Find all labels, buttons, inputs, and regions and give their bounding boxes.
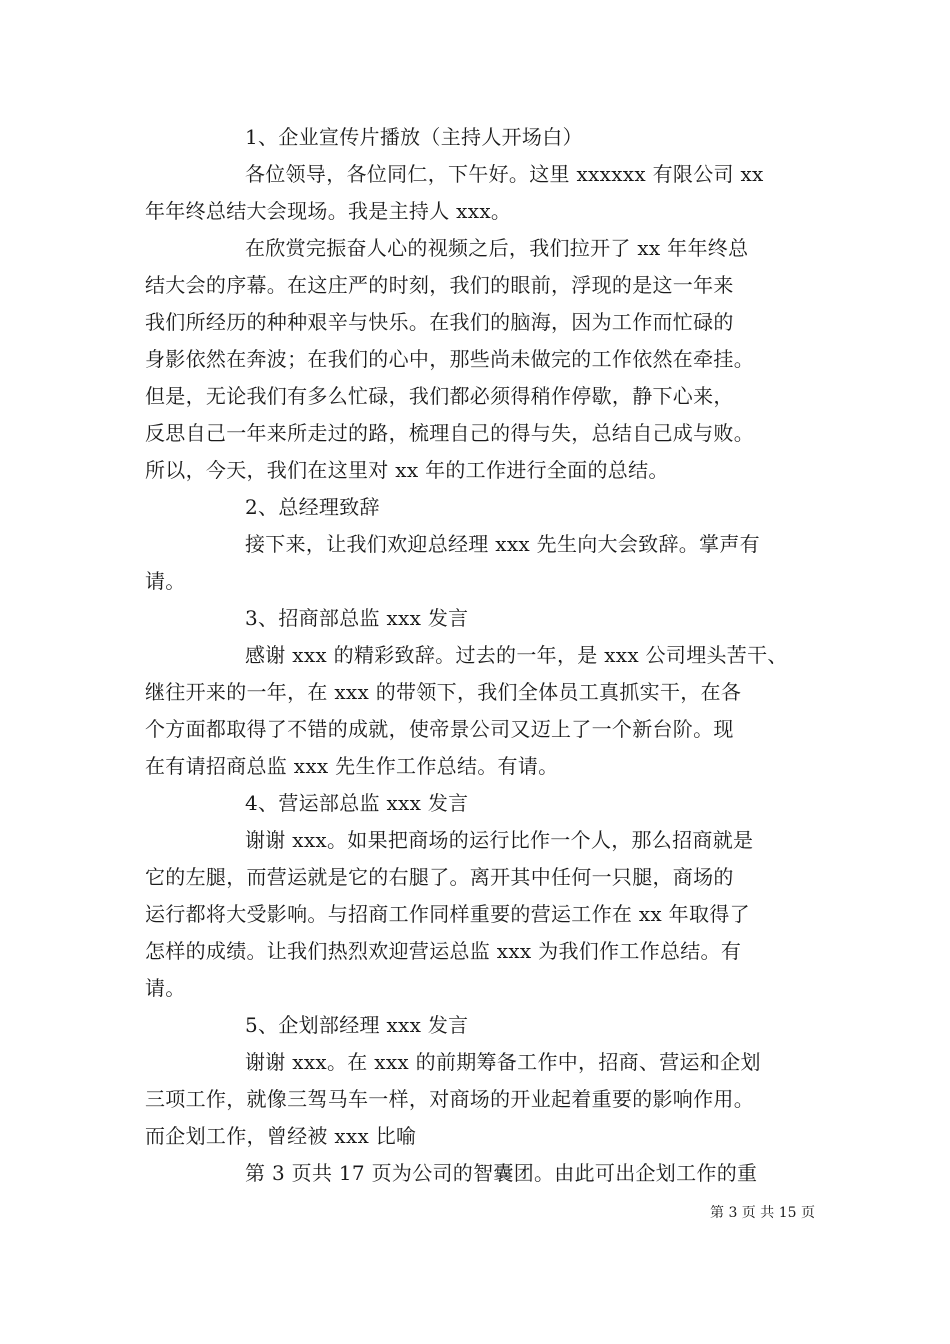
section-heading: 3、招商部总监 xxx 发言 <box>245 606 469 630</box>
section-heading: 4、营运部总监 xxx 发言 <box>245 791 469 815</box>
paragraph-line: 反思自己一年来所走过的路，梳理自己的得与失，总结自己成与败。 <box>145 421 754 445</box>
paragraph-line: 身影依然在奔波；在我们的心中，那些尚未做完的工作依然在牵挂。 <box>145 347 754 371</box>
page-number-footer: 第 3 页 共 15 页 <box>710 1205 815 1221</box>
paragraph-line: 接下来，让我们欢迎总经理 xxx 先生向大会致辞。掌声有 <box>245 532 760 556</box>
section-heading: 5、企划部经理 xxx 发言 <box>245 1013 469 1037</box>
paragraph-line: 它的左腿，而营运就是它的右腿了。离开其中任何一只腿，商场的 <box>145 865 734 889</box>
paragraph-line: 结大会的序幕。在这庄严的时刻，我们的眼前，浮现的是这一年来 <box>145 273 734 297</box>
paragraph-line: 所以，今天，我们在这里对 xx 年的工作进行全面的总结。 <box>145 458 669 482</box>
paragraph-line: 请。 <box>145 976 186 1000</box>
paragraph-line: 三项工作，就像三驾马车一样，对商场的开业起着重要的影响作用。 <box>145 1087 754 1111</box>
paragraph-line: 各位领导，各位同仁，下午好。这里 xxxxxx 有限公司 xx <box>245 162 764 186</box>
paragraph-line: 我们所经历的种种艰辛与快乐。在我们的脑海，因为工作而忙碌的 <box>145 310 734 334</box>
paragraph-line: 个方面都取得了不错的成就，使帝景公司又迈上了一个新台阶。现 <box>145 717 734 741</box>
paragraph-line: 运行都将大受影响。与招商工作同样重要的营运工作在 xx 年取得了 <box>145 902 750 926</box>
paragraph-line: 怎样的成绩。让我们热烈欢迎营运总监 xxx 为我们作工作总结。有 <box>145 939 742 963</box>
paragraph-line: 请。 <box>145 569 186 593</box>
paragraph-line: 继往开来的一年，在 xxx 的带领下，我们全体员工真抓实干，在各 <box>145 680 742 704</box>
section-heading: 2、总经理致辞 <box>245 495 380 519</box>
paragraph-line: 谢谢 xxx。在 xxx 的前期筹备工作中，招商、营运和企划 <box>245 1050 761 1074</box>
paragraph-line: 感谢 xxx 的精彩致辞。过去的一年，是 xxx 公司埋头苦干、 <box>245 643 788 667</box>
paragraph-line: 但是，无论我们有多么忙碌，我们都必须得稍作停歇，静下心来， <box>145 384 734 408</box>
section-heading: 1、企业宣传片播放（主持人开场白） <box>245 125 583 149</box>
paragraph-line: 而企划工作，曾经被 xxx 比喻 <box>145 1124 417 1148</box>
paragraph-line: 在欣赏完振奋人心的视频之后，我们拉开了 xx 年年终总 <box>245 236 749 260</box>
paragraph-line: 谢谢 xxx。如果把商场的运行比作一个人，那么招商就是 <box>245 828 754 852</box>
paragraph-line: 年年终总结大会现场。我是主持人 xxx。 <box>145 199 512 223</box>
paragraph-line: 在有请招商总监 xxx 先生作工作总结。有请。 <box>145 754 559 778</box>
paragraph-line: 第 3 页共 17 页为公司的智囊团。由此可出企划工作的重 <box>245 1161 758 1185</box>
